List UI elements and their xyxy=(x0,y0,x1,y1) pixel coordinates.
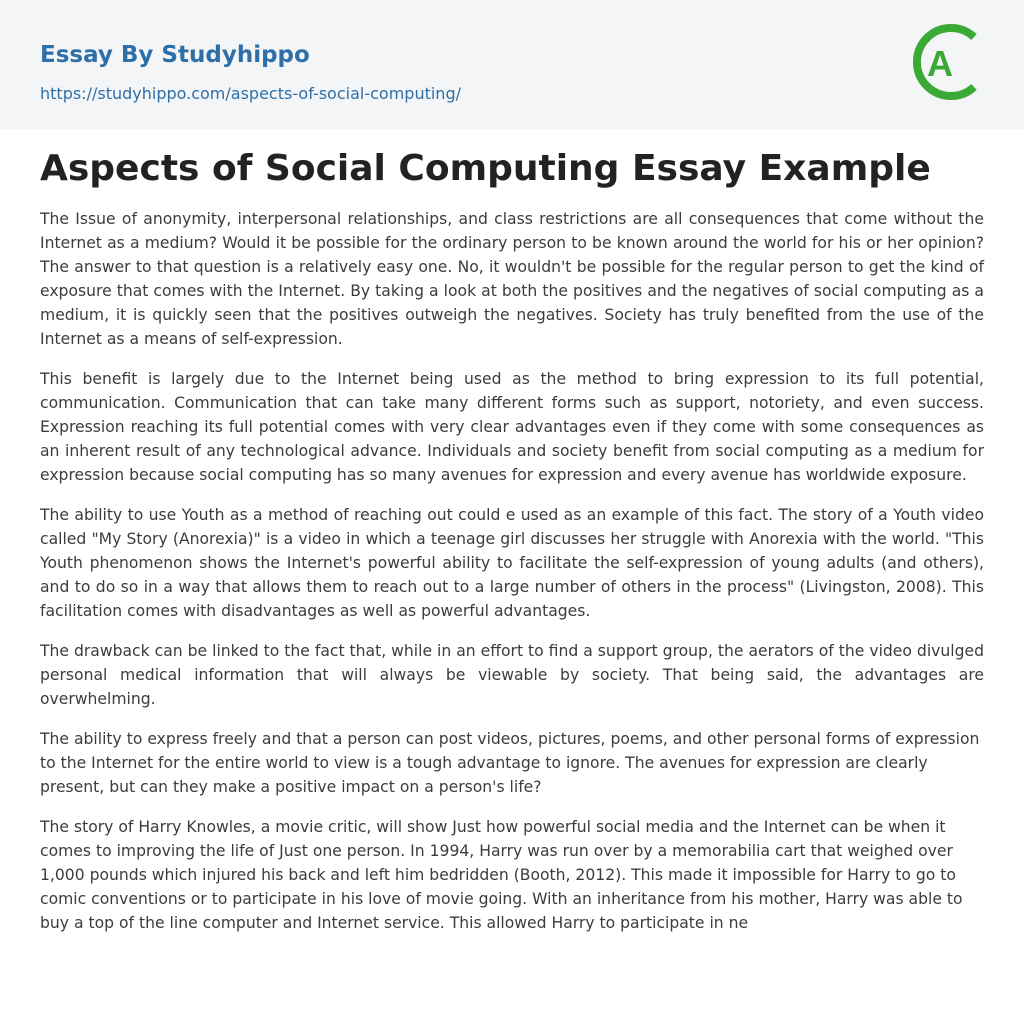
essay-url-link[interactable]: https://studyhippo.com/aspects-of-social-computing/ xyxy=(40,84,461,103)
article-paragraph: The story of Harry Knowles, a movie critic, will show Just how powerful social media and the Internet can be when it comes to improving the life of Just one person. In 1994, Harry was run over by a memorabilia cart that weighed over 1,000 pounds which injured his back and left him bedridden (Booth, 2012). This made it impossible for Harry to go to comic conventions or to participate in his love of movie going. With an inheritance from his mother, Harry was able to buy a top of the line computer and Internet service. This allowed Harry to participate in ne xyxy=(40,818,963,932)
article xyxy=(40,129,984,951)
studyhippo-logo-icon[interactable] xyxy=(912,19,986,105)
article-paragraph: The Issue of anonymity, interpersonal relationships, and class restrictions are all consequences that come without the Internet as a medium? Would it be possible for the ordinary person to be known around the world for his or her opinion? The answer to that question is a relatively easy one. No, it wouldn't be possible for the regular person to get the kind of exposure that comes with the Internet. By taking a look at both the positives and the negatives of social computing as a medium, it is quickly seen that the positives outweigh the negatives. Society has truly benefited from the use of the Internet as a means of self-expression. xyxy=(40,210,984,348)
article-title: Aspects of Social Computing Essay Example xyxy=(40,148,931,189)
site-brand[interactable]: Essay By Studyhippo xyxy=(40,42,310,68)
article-paragraph: The drawback can be linked to the fact that, while in an effort to find a support group, the aerators of the video divulged personal medical information that will always be viewable by society. That being said, the advantages are overwhelming. xyxy=(40,642,984,708)
logo-letter: A xyxy=(927,43,953,84)
article-paragraph: The ability to use Youth as a method of reaching out could e used as an example of this fact. The story of a Youth video called "My Story (Anorexia)" is a video in which a teenage girl discusses her struggle with Anorexia with the world. "This Youth phenomenon shows the Internet's powerful ability to facilitate the self-expression of young adults (and others), and to do so in a way that allows them to reach out to a large number of others in the process" (Livingston, 2008). This facilitation comes with disadvantages as well as powerful advantages. xyxy=(40,506,984,620)
article-paragraph: The ability to express freely and that a person can post videos, pictures, poems, and other personal forms of expression to the Internet for the entire world to view is a tough advantage to ignore. The avenues for expression are clearly present, but can they make a positive impact on a person's life? xyxy=(40,730,980,796)
article-paragraph: This benefit is largely due to the Internet being used as the method to bring expression to its full potential, communication. Communication that can take many different forms such as support, notoriety, and even success. Expression reaching its full potential comes with very clear advantages even if they come with some consequences as an inherent result of any technological advance. Individuals and society benefit from social computing as a medium for expression because social computing has so many avenues for expression and every avenue has worldwide exposure. xyxy=(40,370,984,484)
site-header xyxy=(0,0,1024,129)
